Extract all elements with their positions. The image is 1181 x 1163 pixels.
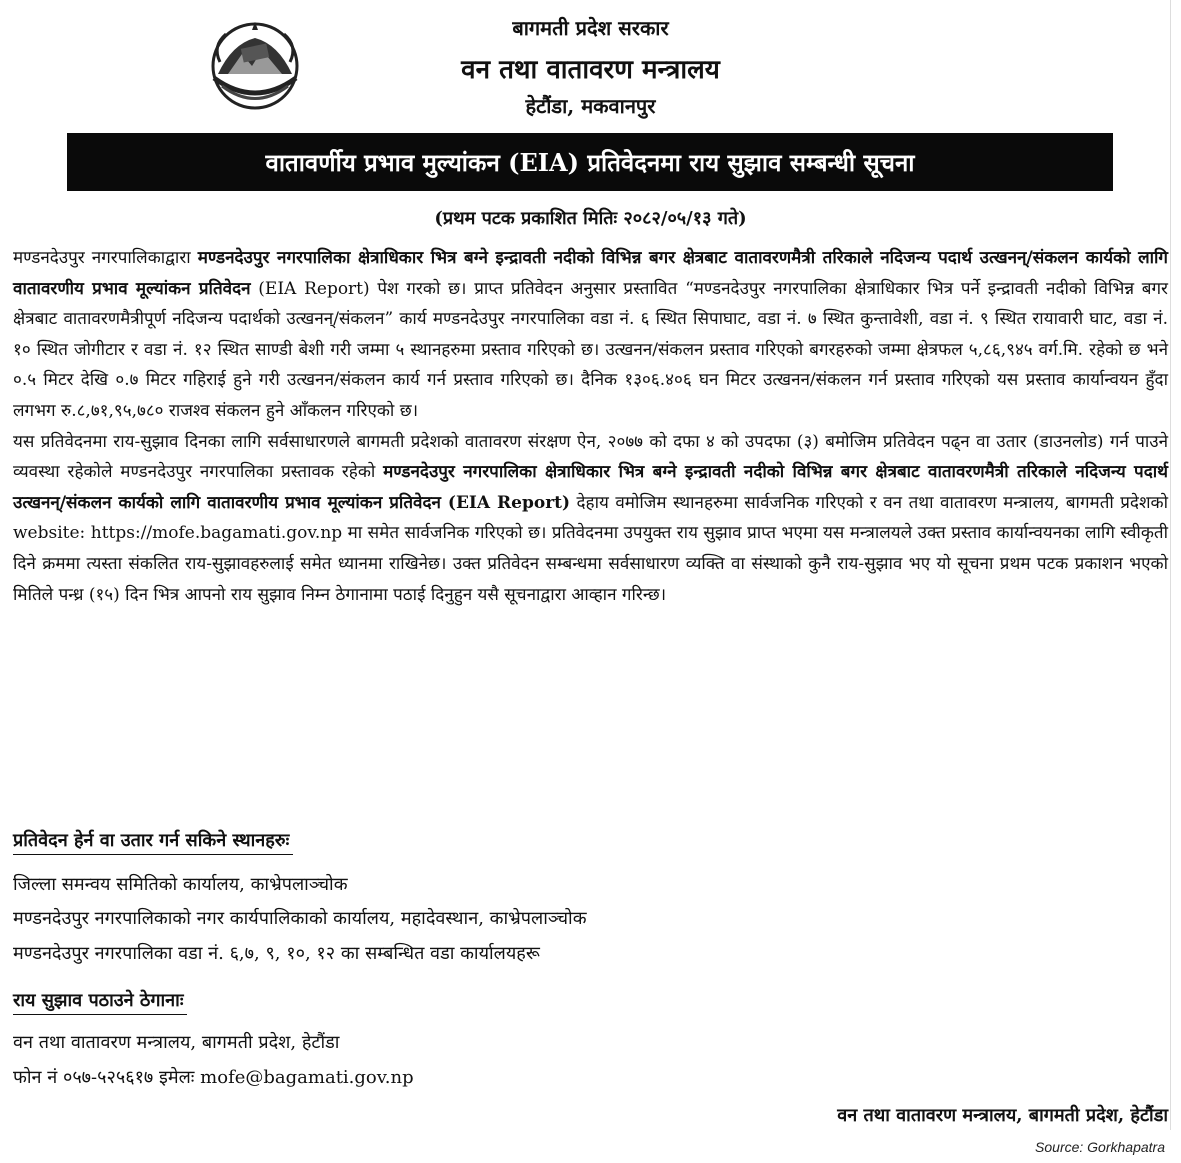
p2-text-b: देहाय वमोजिम स्थानहरुमा सार्वजनिक गरिएको र वन तथा वातावरण मन्त्रालय, बागमती प्रदेशको website: https://mofe.bagamati.gov.np मा समेत सार्वजनिक गरिएको छ। प्रतिवेदनमा उपयुक्त राय सुझाव प्राप्त भएमा यस मन्त्रालयले उक्त प्रस्ताव कार्यान्वयनका लागि स्वीकृती दिने क्रममा त्यस्ता संकलित राय-सुझावहरुलाई समेत ध्यानमा राखिनेछ। उक्त प्रतिवेदन सम्बन्धमा सर्वसाधारण व्यक्ति वा संस्थाको कुनै राय-सुझाव भए यो सूचना प्रथम पटक प्रकाशन भएको मितिले पन्ध्र (१५) दिन भित्र आपनो राय सुझाव निम्न ठेगानामा पठाई दिनुहुन यसै सूचनाद्वारा आव्हान गरिन्छ।	[13, 492, 1168, 605]
source-credit: Source: Gorkhapatra	[1035, 1139, 1165, 1155]
locations-section-title: प्रतिवेदन हेर्न वा उतार गर्न सकिने स्थानहरुः	[13, 828, 293, 855]
p1-text-a: मण्डनदेउपुर नगरपालिकाद्वारा	[13, 248, 198, 268]
location-item: मण्डनदेउपुर नगरपालिकाको नगर कार्यपालिकाको कार्यालय, महादेवस्थान, काभ्रेपलाञ्चोक	[13, 908, 587, 929]
signature: वन तथा वातावरण मन्त्रालय, बागमती प्रदेश, हेटौंडा	[837, 1105, 1168, 1126]
office-location: हेटौंडा, मकवानपुर	[525, 94, 656, 118]
p2-text-a: यस प्रतिवेदनमा राय-सुझाव दिनका लागि सर्वसाधारणले बागमती प्रदेशको वातावरण संरक्षण ऐन, २०७७ को दफा ४ को उपदफा (३) बमोजिम प्रतिवेदन पढ्न वा उतार (डाउनलोड) गर्न पाउने व्यवस्था रहेकोले मण्डनदेउपुर नगरपालिका प्रस्तावक रहेको	[13, 431, 1168, 483]
page-edge	[1170, 0, 1171, 1130]
notice-title-banner	[67, 133, 1113, 191]
location-item: मण्डनदेउपुर नगरपालिका वडा नं. ६,७, ९, १०, १२ का सम्बन्धित वडा कार्यालयहरू	[13, 943, 540, 964]
address-line: वन तथा वातावरण मन्त्रालय, बागमती प्रदेश, हेटौंडा	[13, 1032, 340, 1053]
notice-body	[13, 243, 1168, 610]
publish-date: (प्रथम पटक प्रकाशित मितिः २०८२/०५/१३ गते)	[434, 208, 747, 229]
address-section-title: राय सुझाव पठाउने ठेगानाः	[13, 988, 187, 1015]
notice-title: वातावर्णीय प्रभाव मुल्यांकन (EIA) प्रतिवेदनमा राय सुझाव सम्बन्धी सूचना	[265, 147, 915, 177]
contact-line: फोन नं ०५७-५२५६१७ इमेलः mofe@bagamati.gov.np	[13, 1067, 414, 1088]
p2-bold-text: मण्डनदेउपुर नगरपालिका क्षेत्राधिकार भित्र बग्ने इन्द्रावती नदीको विभिन्न बगर क्षेत्रबाट वातावरणमैत्री तरिकाले नदिजन्य पदार्थ उत्खनन्/संकलन कार्यको लागि वातावरणीय प्रभाव मूल्यांकन प्रतिवेदन (EIA Report)	[13, 462, 1168, 513]
location-item: जिल्ला समन्वय समितिको कार्यालय, काभ्रेपलाञ्चोक	[13, 874, 348, 895]
ministry-name: वन तथा वातावरण मन्त्रालय	[461, 55, 720, 85]
government-name: बागमती प्रदेश सरकार	[512, 16, 669, 40]
p1-text-b: (EIA Report) पेश गरको छ। प्राप्त प्रतिवेदन अनुसार प्रस्तावित “मण्डनदेउपुर नगरपालिका क्षेत्राधिकार भित्र पर्ने इन्द्रावती नदीको विभिन्न बगर क्षेत्रबाट वातावरणमैत्रीपूर्ण नदिजन्य पदार्थको उत्खनन्/संकलन” कार्य मण्डनदेउपुर नगरपालिका वडा नं. ६ स्थित सिपाघाट, वडा नं. ७ स्थित कुन्तावेशी, वडा नं. ९ स्थित रायावारी घाट, वडा नं. १० स्थित जोगीटार र वडा नं. १२ स्थित साण्डी बेशी गरी जम्मा ५ स्थानहरुमा प्रस्ताव गरिएको छ। उत्खनन/संकलन प्रस्ताव गरिएको बगरहरुको जम्मा क्षेत्रफल ५,८६,९४५ वर्ग.मि. रहेको छ भने ०.५ मिटर देखि ०.७ मिटर गहिराई हुने गरी उत्खनन/संकलन कार्य गर्न प्रस्ताव गरिएको छ। दैनिक १३०६.४०६ घन मिटर उत्खनन/संकलन गर्न प्रस्ताव गरिएको यस प्रस्ताव कार्यान्वयन हुँदा लगभग रु.८,७१,९५,७८० राजश्व संकलन हुने आँकलन गरिएको छ।	[13, 278, 1168, 421]
paragraph-2	[13, 427, 1168, 611]
p1-bold-text: मण्डनदेउपुर नगरपालिका क्षेत्राधिकार भित्र बग्ने इन्द्रावती नदीको विभिन्न बगर क्षेत्रबाट वातावरणमैत्री तरिकाले नदिजन्य पदार्थ उत्खनन्/संकलन कार्यको लागि वातावरणीय प्रभाव मूल्यांकन प्रतिवेदन	[13, 248, 1168, 299]
paragraph-1	[13, 243, 1168, 427]
